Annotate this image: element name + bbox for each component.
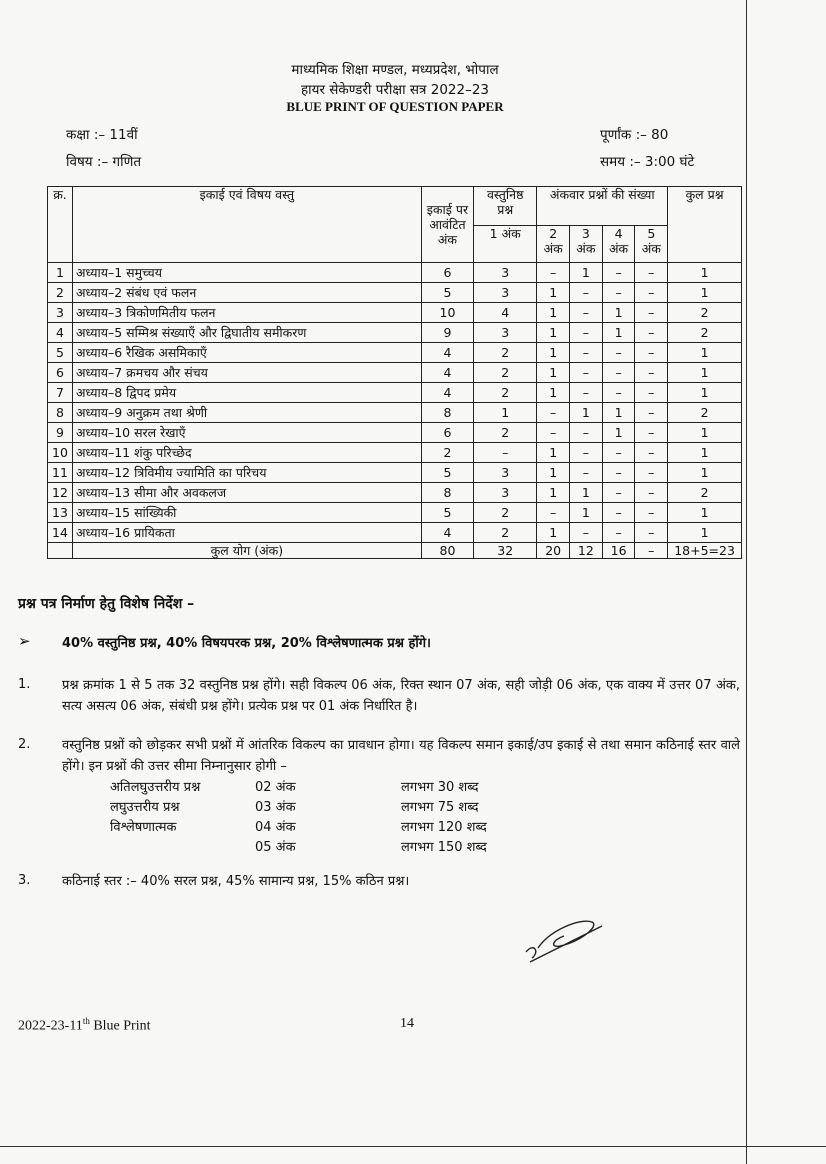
word-limit-type: लघुउत्तरीय प्रश्न	[110, 800, 180, 815]
row-unit: अध्याय–12 त्रिविमीय ज्यामिति का परिचय	[72, 463, 421, 483]
row-2-marks: 1	[537, 443, 570, 463]
row-objective: 1	[474, 403, 537, 423]
row-marks: 5	[421, 283, 473, 303]
instruction-3: कठिनाई स्तर :– 40% सरल प्रश्न, 45% सामान्य प्रश्न, 15% कठिन प्रश्न।	[62, 874, 410, 889]
row-3-marks: –	[570, 523, 603, 543]
row-sn: 12	[48, 483, 73, 503]
total-4-marks: 16	[602, 543, 635, 559]
row-5-marks: –	[635, 443, 668, 463]
row-5-marks: –	[635, 483, 668, 503]
row-sn: 5	[48, 343, 73, 363]
row-unit: अध्याय–8 द्विपद प्रमेय	[72, 383, 421, 403]
table-row	[48, 323, 742, 343]
row-objective: 3	[474, 263, 537, 283]
row-5-marks: –	[635, 423, 668, 443]
row-objective: –	[474, 443, 537, 463]
row-3-marks: –	[570, 463, 603, 483]
row-sn: 14	[48, 523, 73, 543]
row-4-marks: –	[602, 483, 635, 503]
row-2-marks: –	[537, 403, 570, 423]
row-sn: 9	[48, 423, 73, 443]
row-5-marks: –	[635, 403, 668, 423]
table-row	[48, 383, 742, 403]
total-marks: 80	[421, 543, 473, 559]
total-questions: 18+5=23	[668, 543, 742, 559]
row-total: 2	[668, 403, 742, 423]
row-3-marks: –	[570, 443, 603, 463]
row-5-marks: –	[635, 343, 668, 363]
word-limit-words: लगभग 120 शब्द	[401, 820, 487, 835]
header-objective: वस्तुनिष्ठ प्रश्न	[474, 187, 537, 226]
table-row	[48, 263, 742, 283]
row-2-marks: 1	[537, 483, 570, 503]
row-5-marks: –	[635, 463, 668, 483]
class-label: कक्षा :– 11वीं	[66, 127, 138, 143]
row-objective: 3	[474, 283, 537, 303]
row-3-marks: –	[570, 283, 603, 303]
row-sn: 2	[48, 283, 73, 303]
row-unit: अध्याय–1 समुच्चय	[72, 263, 421, 283]
row-objective: 3	[474, 323, 537, 343]
table-row	[48, 343, 742, 363]
row-2-marks: 1	[537, 463, 570, 483]
row-5-marks: –	[635, 383, 668, 403]
total-5-marks: –	[635, 543, 668, 559]
row-unit: अध्याय–13 सीमा और अवकलज	[72, 483, 421, 503]
row-4-marks: 1	[602, 403, 635, 423]
row-total: 1	[668, 343, 742, 363]
row-2-marks: –	[537, 263, 570, 283]
header-unit: इकाई एवं विषय वस्तु	[72, 187, 421, 263]
header-4-marks: 4 अंक	[602, 226, 635, 263]
table-row	[48, 443, 742, 463]
row-unit: अध्याय–7 क्रमचय और संचय	[72, 363, 421, 383]
total-objective: 32	[474, 543, 537, 559]
row-total: 1	[668, 443, 742, 463]
footer-code: 2022-23-11th Blue Print	[18, 1016, 151, 1034]
time-label: समय :– 3:00 घंटे	[600, 154, 695, 170]
row-2-marks: 1	[537, 283, 570, 303]
table-row	[48, 423, 742, 443]
full-marks-label: पूर्णांक :– 80	[600, 127, 669, 143]
row-3-marks: –	[570, 383, 603, 403]
subject-label: विषय :– गणित	[66, 154, 142, 170]
row-objective: 2	[474, 383, 537, 403]
row-4-marks: –	[602, 263, 635, 283]
header-sn: क्र.	[48, 187, 73, 263]
table-row	[48, 523, 742, 543]
row-marks: 8	[421, 403, 473, 423]
instruction-2: वस्तुनिष्ठ प्रश्नों को छोड़कर सभी प्रश्नों में आंतरिक विकल्प का प्रावधान होगा। यह विकल्प समान इकाई/उप इकाई से तथा समान कठिनाई स्तर वाले होंगे। इन प्रश्नों की उत्तर सीमा निम्नानुसार होगी –	[62, 738, 740, 774]
row-2-marks: 1	[537, 363, 570, 383]
row-objective: 2	[474, 363, 537, 383]
header-total: कुल प्रश्न	[668, 187, 742, 263]
word-limit-row	[110, 836, 601, 856]
row-5-marks: –	[635, 283, 668, 303]
row-objective: 3	[474, 483, 537, 503]
bullet-arrow-icon: ➢	[18, 632, 31, 650]
row-marks: 2	[421, 443, 473, 463]
instructions-title: प्रश्न पत्र निर्माण हेतु विशेष निर्देश –	[18, 596, 195, 612]
exam-session: हायर सेकेण्डरी परीक्षा सत्र 2022–23	[300, 82, 490, 98]
table-row	[48, 303, 742, 323]
row-sn: 8	[48, 403, 73, 423]
row-marks: 4	[421, 383, 473, 403]
row-2-marks: 1	[537, 303, 570, 323]
table-row	[48, 503, 742, 523]
word-limit-type	[110, 836, 255, 856]
row-sn: 10	[48, 443, 73, 463]
row-total: 1	[668, 383, 742, 403]
word-limit-marks: 03 अंक	[255, 800, 296, 815]
row-4-marks: –	[602, 523, 635, 543]
row-marks: 10	[421, 303, 473, 323]
row-objective: 3	[474, 463, 537, 483]
word-limit-table	[110, 776, 601, 856]
header-2-marks: 2 अंक	[537, 226, 570, 263]
word-limit-type: विश्लेषणात्मक	[110, 820, 177, 835]
row-4-marks: 1	[602, 423, 635, 443]
row-2-marks: 1	[537, 323, 570, 343]
row-4-marks: –	[602, 283, 635, 303]
row-objective: 4	[474, 303, 537, 323]
row-3-marks: 1	[570, 483, 603, 503]
word-limit-type: अतिलघुउत्तरीय प्रश्न	[110, 780, 201, 795]
row-3-marks: 1	[570, 263, 603, 283]
instruction-1: प्रश्न क्रमांक 1 से 5 तक 32 वस्तुनिष्ठ प्रश्न होंगे। सही विकल्प 06 अंक, रिक्त स्थान 07 अंक, सही जोड़ी 06 अंक, एक वाक्य में उत्तर 07 अंक, सत्य असत्य 06 अंक, संबंधी प्रश्न होंगे। प्रत्येक प्रश्न पर 01 अंक निर्धारित है।	[62, 678, 740, 714]
row-3-marks: –	[570, 303, 603, 323]
row-objective: 2	[474, 503, 537, 523]
row-total: 2	[668, 303, 742, 323]
instruction-bullet: 40% वस्तुनिष्ठ प्रश्न, 40% विषयपरक प्रश्न, 20% विश्लेषणात्मक प्रश्न होंगे।	[62, 636, 431, 651]
word-limit-words: लगभग 150 शब्द	[401, 840, 487, 855]
row-3-marks: 1	[570, 403, 603, 423]
page-edge-vertical	[746, 0, 747, 1164]
row-4-marks: 1	[602, 323, 635, 343]
word-limit-marks: 02 अंक	[255, 780, 296, 795]
row-total: 2	[668, 483, 742, 503]
row-3-marks: –	[570, 343, 603, 363]
row-unit: अध्याय–10 सरल रेखाऍं	[72, 423, 421, 443]
row-sn: 1	[48, 263, 73, 283]
table-row	[48, 463, 742, 483]
row-marks: 5	[421, 503, 473, 523]
word-limit-words: लगभग 30 शब्द	[401, 780, 479, 795]
row-unit: अध्याय–15 सांख्यिकी	[72, 503, 421, 523]
row-unit: अध्याय–6 रैखिक असमिकाऍं	[72, 343, 421, 363]
row-total: 1	[668, 463, 742, 483]
row-4-marks: 1	[602, 303, 635, 323]
row-4-marks: –	[602, 383, 635, 403]
header-objective-marks: 1 अंक	[474, 226, 537, 263]
header-allotted-marks: इकाई पर आवंटित अंक	[421, 187, 473, 263]
row-sn: 11	[48, 463, 73, 483]
row-5-marks: –	[635, 323, 668, 343]
row-sn: 4	[48, 323, 73, 343]
row-5-marks: –	[635, 523, 668, 543]
table-row	[48, 483, 742, 503]
row-3-marks: –	[570, 323, 603, 343]
row-2-marks: 1	[537, 383, 570, 403]
row-2-marks: 1	[537, 343, 570, 363]
row-4-marks: –	[602, 463, 635, 483]
page-number: 14	[400, 1016, 414, 1031]
row-unit: अध्याय–2 संबंध एवं फलन	[72, 283, 421, 303]
header-3-marks: 3 अंक	[570, 226, 603, 263]
row-unit: अध्याय–5 सम्मिश्र संख्याऍं और द्विघातीय समीकरण	[72, 323, 421, 343]
row-5-marks: –	[635, 303, 668, 323]
row-3-marks: –	[570, 423, 603, 443]
row-unit: अध्याय–9 अनुक्रम तथा श्रेणी	[72, 403, 421, 423]
document-title: BLUE PRINT OF QUESTION PAPER	[286, 99, 504, 114]
instruction-2-number: 2.	[18, 737, 31, 752]
word-limit-words: लगभग 75 शब्द	[401, 800, 479, 815]
row-4-marks: –	[602, 443, 635, 463]
row-total: 1	[668, 283, 742, 303]
row-sn: 7	[48, 383, 73, 403]
row-total: 1	[668, 423, 742, 443]
row-marks: 6	[421, 423, 473, 443]
row-5-marks: –	[635, 363, 668, 383]
row-marks: 8	[421, 483, 473, 503]
row-marks: 4	[421, 343, 473, 363]
word-limit-marks: 05 अंक	[255, 840, 296, 855]
row-marks: 5	[421, 463, 473, 483]
row-marks: 4	[421, 363, 473, 383]
header-5-marks: 5 अंक	[635, 226, 668, 263]
row-2-marks: –	[537, 423, 570, 443]
row-marks: 6	[421, 263, 473, 283]
row-unit: अध्याय–3 त्रिकोणमितीय फलन	[72, 303, 421, 323]
word-limit-row	[110, 796, 601, 816]
row-sn: 13	[48, 503, 73, 523]
row-3-marks: 1	[570, 503, 603, 523]
header-markwise: अंकवार प्रश्नों की संख्या	[537, 187, 668, 226]
row-4-marks: –	[602, 343, 635, 363]
blueprint-table	[47, 186, 742, 559]
row-2-marks: –	[537, 503, 570, 523]
table-row	[48, 283, 742, 303]
row-objective: 2	[474, 523, 537, 543]
row-total: 1	[668, 363, 742, 383]
total-3-marks: 12	[570, 543, 603, 559]
row-unit: अध्याय–11 शंकु परिच्छेद	[72, 443, 421, 463]
row-sn: 3	[48, 303, 73, 323]
row-total: 1	[668, 523, 742, 543]
row-sn: 6	[48, 363, 73, 383]
row-4-marks: –	[602, 363, 635, 383]
row-marks: 9	[421, 323, 473, 343]
total-label: कुल योग (अंक)	[72, 543, 421, 559]
row-objective: 2	[474, 423, 537, 443]
board-name: माध्यमिक शिक्षा मण्डल, मध्यप्रदेश, भोपाल	[291, 62, 499, 78]
word-limit-marks: 04 अंक	[255, 820, 296, 835]
row-2-marks: 1	[537, 523, 570, 543]
word-limit-row	[110, 816, 601, 836]
table-row	[48, 403, 742, 423]
table-row	[48, 363, 742, 383]
row-unit: अध्याय–16 प्रायिकता	[72, 523, 421, 543]
row-total: 2	[668, 323, 742, 343]
row-objective: 2	[474, 343, 537, 363]
row-total: 1	[668, 263, 742, 283]
page-edge-horizontal	[0, 1146, 826, 1147]
total-2-marks: 20	[537, 543, 570, 559]
word-limit-row	[110, 776, 601, 796]
signature	[520, 912, 610, 970]
row-3-marks: –	[570, 363, 603, 383]
row-5-marks: –	[635, 503, 668, 523]
instruction-3-number: 3.	[18, 873, 31, 888]
row-marks: 4	[421, 523, 473, 543]
instruction-1-number: 1.	[18, 677, 31, 692]
row-total: 1	[668, 503, 742, 523]
row-4-marks: –	[602, 503, 635, 523]
row-5-marks: –	[635, 263, 668, 283]
